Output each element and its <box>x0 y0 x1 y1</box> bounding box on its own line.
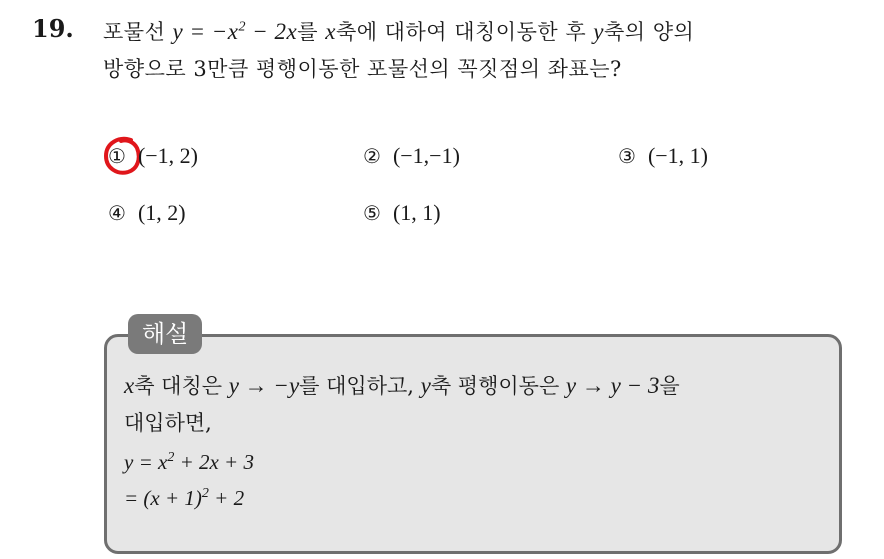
choice-2[interactable] <box>363 143 460 169</box>
solution-line-2: 대입하면, <box>124 411 212 435</box>
choice-value: (1, 2) <box>137 200 186 225</box>
solution-equation-2 <box>124 486 244 511</box>
choice-number: ① <box>108 144 126 168</box>
axis-variable-x: x <box>325 19 336 44</box>
axis-variable-y: y <box>593 19 605 44</box>
equation-part: y = −x <box>172 19 239 44</box>
choice-number: ④ <box>108 201 126 225</box>
choice-value: (−1, 1) <box>647 143 708 168</box>
solution-text-segment: 축 대칭은 <box>134 374 229 398</box>
exponent: 2 <box>238 19 247 35</box>
question-text-segment: 포물선 <box>103 20 173 44</box>
question-text-line-1 <box>103 16 694 46</box>
choice-3[interactable] <box>618 143 708 169</box>
equation-part: + 2 <box>208 486 245 510</box>
choice-4[interactable] <box>108 200 186 226</box>
question-equation <box>173 19 298 44</box>
solution-text-segment: 축 평행이동은 <box>430 374 566 398</box>
choice-number: ③ <box>618 144 636 168</box>
equation-part: = (x + 1) <box>124 486 202 510</box>
choice-number: ⑤ <box>363 201 381 225</box>
solution-tab-label: 해설 <box>128 314 202 354</box>
choice-value: (1, 1) <box>392 200 441 225</box>
solution-text-segment: 를 대입하고, <box>299 374 421 398</box>
choice-number: ② <box>363 144 381 168</box>
axis-variable-y: y <box>420 373 431 398</box>
equation-part: − 2x <box>246 19 298 44</box>
choice-value: (−1, 2) <box>137 143 198 168</box>
choice-5[interactable] <box>363 200 441 226</box>
exponent: 2 <box>167 450 175 465</box>
axis-variable-x: x <box>124 373 135 398</box>
solution-text-segment: 을 <box>659 374 680 398</box>
substitution-1: y → −y <box>228 373 300 398</box>
choice-value: (−1,−1) <box>392 143 460 168</box>
question-text-segment: 축의 양의 <box>604 20 695 44</box>
solution-equation-1 <box>124 450 254 475</box>
question-number: 19. <box>32 14 74 43</box>
choice-1[interactable] <box>108 143 198 169</box>
equation-part: + 2x + 3 <box>174 450 254 474</box>
equation-part: y = x <box>124 450 168 474</box>
solution-line-1 <box>124 370 680 400</box>
question-text-line-2: 방향으로 3만큼 평행이동한 포물선의 꼭짓점의 좌표는? <box>103 57 622 81</box>
question-text-segment: 를 <box>297 20 326 44</box>
solution-box <box>104 334 842 554</box>
exponent: 2 <box>201 486 209 501</box>
question-text-segment: 축에 대하여 대칭이동한 후 <box>335 20 594 44</box>
substitution-2: y → y − 3 <box>565 373 660 398</box>
